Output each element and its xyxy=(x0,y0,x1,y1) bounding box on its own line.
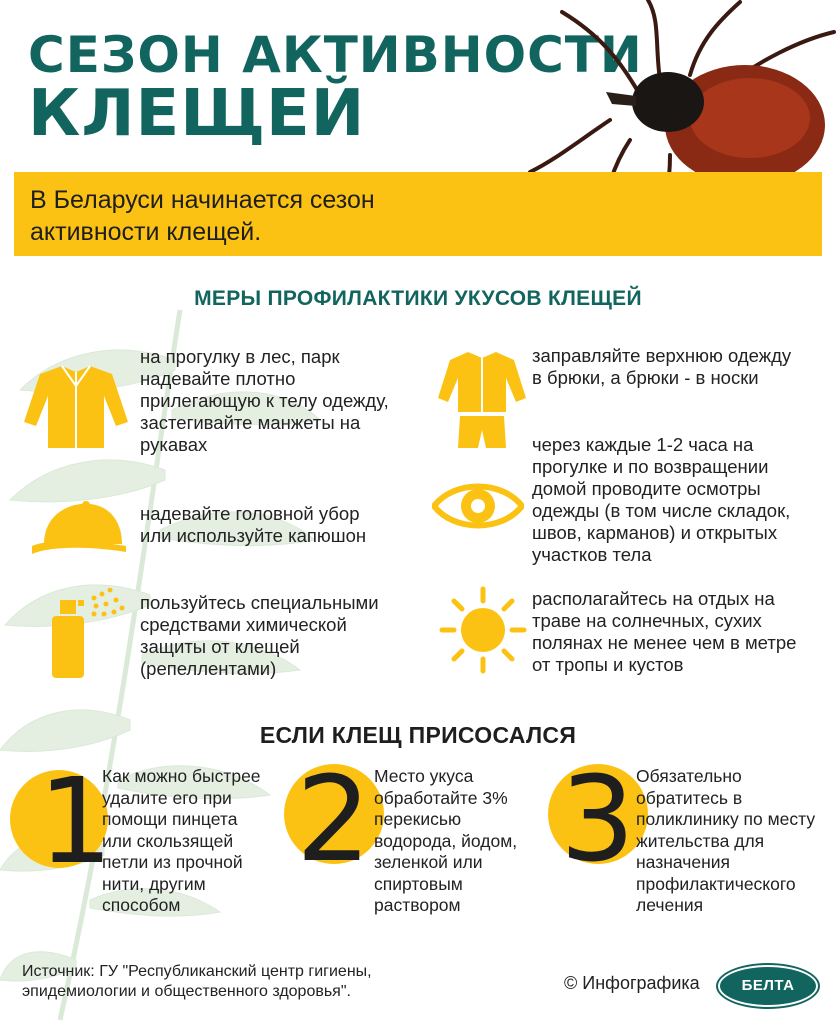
cap-icon xyxy=(30,500,130,558)
bite-heading: ЕСЛИ КЛЕЩ ПРИСОСАЛСЯ xyxy=(259,722,577,748)
spray-icon xyxy=(46,588,126,680)
measure-text-tuck-in: заправляйте верхнюю одежду в брюки, а брюки - в носки xyxy=(532,345,792,388)
measure-text-inspection: через каждые 1-2 часа на прогулке и по возвращении домой проводите осмотры одежды (в том числе складок, швов, карманов) и открытых участков тела xyxy=(532,434,791,565)
measure-text-headwear: надевайте головной убор или используйте капюшон xyxy=(140,503,367,546)
step-1-text: Как можно быстрее удалите его при помощи пинцета или скользящей петли из прочной нити, другим способом xyxy=(102,766,261,915)
measures-heading: МЕРЫ ПРОФИЛАКТИКИ УКУСОВ КЛЕЩЕЙ xyxy=(194,287,642,310)
sun-icon xyxy=(438,585,528,675)
coverall-icon xyxy=(436,350,528,450)
belta-logo xyxy=(718,965,818,1007)
jacket-icon xyxy=(22,362,130,450)
step-2-text: Место укуса обработайте 3% перекисью водорода, йодом, зеленкой или спиртовым раствором xyxy=(374,766,518,915)
title-line-1: СЕЗОН АКТИВНОСТИ xyxy=(28,26,643,84)
source-note: Источник: ГУ "Республиканский центр гигиены, эпидемиологии и общественного здоровья". xyxy=(22,963,372,1000)
measure-text-clothing: на прогулку в лес, парк надевайте плотно прилегающую к телу одежду, застегивайте манжеты на рукавах xyxy=(140,346,389,455)
belta-logo-text: БЕЛТА xyxy=(741,977,795,994)
title-line-2: КЛЕЩЕЙ xyxy=(28,77,366,151)
step-1-number: 1 xyxy=(38,752,114,890)
infographic-credit: © Инфографика xyxy=(564,973,700,993)
intro-text: В Беларуси начинается сезон активности клещей. xyxy=(30,186,375,246)
step-3-number: 3 xyxy=(560,750,636,888)
measure-text-rest-place: располагайтесь на отдых на траве на солнечных, сухих полянах не менее чем в метре от тропы и кустов xyxy=(532,588,797,675)
measure-text-repellent: пользуйтесь специальными средствами химической защиты от клещей (репеллентами) xyxy=(140,592,379,679)
eye-icon xyxy=(432,478,524,536)
step-2-number: 2 xyxy=(296,750,372,888)
intro-banner xyxy=(14,172,822,256)
step-3-text: Обязательно обратитесь в поликлинику по месту жительства для назначения профилактического лечения xyxy=(636,766,816,915)
